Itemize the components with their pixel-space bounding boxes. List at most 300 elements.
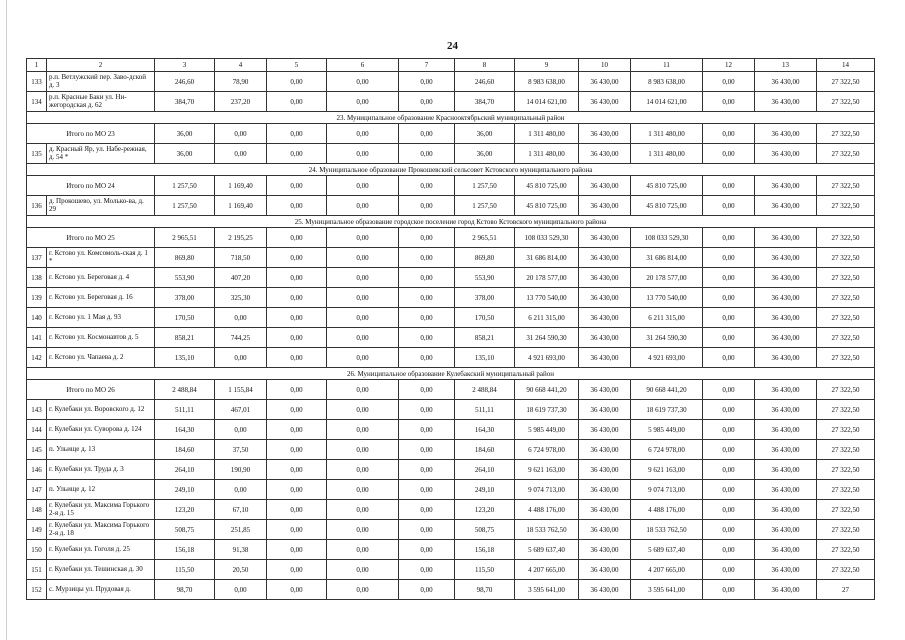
row-number-cell: 148 <box>27 500 47 520</box>
table-cell: 1 311 480,00 <box>631 144 703 164</box>
address-cell: р.п. Ветлужский пер. Заво-дской д. 3 <box>47 72 155 92</box>
table-cell: 36 430,00 <box>579 124 631 144</box>
section-header-row <box>27 368 875 380</box>
table-cell: 0,00 <box>703 348 755 368</box>
table-cell: 0,00 <box>267 440 327 460</box>
table-cell: 0,00 <box>267 420 327 440</box>
table-cell: 467,01 <box>215 400 267 420</box>
table-cell: 511,11 <box>155 400 215 420</box>
column-header: 14 <box>817 59 875 72</box>
address-cell: г. Кстово ул. Космонавтов д. 5 <box>47 328 155 348</box>
subtotal-row <box>27 228 875 248</box>
table-cell: 156,18 <box>155 540 215 560</box>
table-cell: 1 169,40 <box>215 176 267 196</box>
table-cell: 36 430,00 <box>755 228 817 248</box>
table-cell: 0,00 <box>399 72 455 92</box>
table-cell: 36 430,00 <box>755 500 817 520</box>
table-cell: 36,00 <box>455 144 515 164</box>
address-cell: д. Красный Яр, ул. Набе-режная, д. 54 * <box>47 144 155 164</box>
table-cell: 0,00 <box>327 248 399 268</box>
column-header: 6 <box>327 59 399 72</box>
table-cell: 27 322,50 <box>817 480 875 500</box>
table-cell: 1 311 480,00 <box>515 144 579 164</box>
table-cell: 36 430,00 <box>755 580 817 600</box>
table-cell: 36 430,00 <box>579 92 631 112</box>
table-cell: 123,20 <box>455 500 515 520</box>
table-cell: 36 430,00 <box>579 560 631 580</box>
table-cell: 36 430,00 <box>755 92 817 112</box>
subtotal-row <box>27 176 875 196</box>
table-cell: 36 430,00 <box>755 380 817 400</box>
table-cell: 0,00 <box>267 520 327 540</box>
table-cell: 3 595 641,00 <box>631 580 703 600</box>
table-cell: 36 430,00 <box>579 308 631 328</box>
table-cell: 0,00 <box>703 560 755 580</box>
table-cell: 0,00 <box>327 520 399 540</box>
table-cell: 0,00 <box>399 540 455 560</box>
table-cell: 0,00 <box>399 560 455 580</box>
table-row <box>27 420 875 440</box>
table-cell: 0,00 <box>327 380 399 400</box>
table-cell: 45 810 725,00 <box>631 176 703 196</box>
table-cell: 0,00 <box>703 460 755 480</box>
table-cell: 9 074 713,00 <box>515 480 579 500</box>
column-header: 3 <box>155 59 215 72</box>
table-cell: 36 430,00 <box>755 176 817 196</box>
table-cell: 45 810 725,00 <box>515 176 579 196</box>
table-cell: 0,00 <box>267 560 327 580</box>
table-cell: 0,00 <box>399 480 455 500</box>
row-number-cell: 135 <box>27 144 47 164</box>
column-header: 2 <box>47 59 155 72</box>
table-row <box>27 248 875 268</box>
table-cell: 27 322,50 <box>817 308 875 328</box>
table-cell: 0,00 <box>399 500 455 520</box>
table-cell: 1 257,50 <box>455 176 515 196</box>
table-cell: 0,00 <box>327 72 399 92</box>
table-cell: 36 430,00 <box>755 328 817 348</box>
table-cell: 0,00 <box>267 124 327 144</box>
table-cell: 246,60 <box>455 72 515 92</box>
subtotal-label: Итого по МО 25 <box>27 228 155 248</box>
table-cell: 27 322,50 <box>817 560 875 580</box>
table-cell: 27 <box>817 580 875 600</box>
table-cell: 0,00 <box>215 308 267 328</box>
table-cell: 407,20 <box>215 268 267 288</box>
table-cell: 869,80 <box>155 248 215 268</box>
table-cell: 108 033 529,30 <box>515 228 579 248</box>
table-cell: 0,00 <box>703 308 755 328</box>
table-cell: 1 311 480,00 <box>515 124 579 144</box>
table-cell: 0,00 <box>267 480 327 500</box>
table-cell: 0,00 <box>399 460 455 480</box>
address-cell: г. Кстово ул. Комсомоль-ская д. 1 * <box>47 248 155 268</box>
table-cell: 0,00 <box>327 348 399 368</box>
column-header: 11 <box>631 59 703 72</box>
table-cell: 0,00 <box>267 328 327 348</box>
table-cell: 36 430,00 <box>579 460 631 480</box>
column-header: 9 <box>515 59 579 72</box>
table-cell: 0,00 <box>327 124 399 144</box>
table-row <box>27 520 875 540</box>
table-cell: 0,00 <box>327 328 399 348</box>
table-row <box>27 400 875 420</box>
table-cell: 553,90 <box>455 268 515 288</box>
address-cell: г. Кулебаки ул. Максима Горького 2-я д. 15 <box>47 500 155 520</box>
table-cell: 4 488 176,00 <box>631 500 703 520</box>
section-title: 24. Муниципальное образование Прокошевский сельсовет Кстовского муниципального района <box>27 164 875 176</box>
column-header: 7 <box>399 59 455 72</box>
table-cell: 0,00 <box>267 248 327 268</box>
table-cell: 9 621 163,00 <box>631 460 703 480</box>
table-cell: 1 257,50 <box>155 176 215 196</box>
row-number-cell: 138 <box>27 268 47 288</box>
table-cell: 6 211 315,00 <box>631 308 703 328</box>
table-cell: 18 619 737,30 <box>631 400 703 420</box>
table-cell: 98,70 <box>455 580 515 600</box>
table-cell: 164,30 <box>455 420 515 440</box>
row-number-cell: 150 <box>27 540 47 560</box>
table-cell: 0,00 <box>703 500 755 520</box>
table-cell: 1 257,50 <box>455 196 515 216</box>
table-cell: 27 322,50 <box>817 420 875 440</box>
table-cell: 0,00 <box>267 580 327 600</box>
table-cell: 78,90 <box>215 72 267 92</box>
table-cell: 0,00 <box>327 500 399 520</box>
table-cell: 264,10 <box>155 460 215 480</box>
table-cell: 0,00 <box>703 268 755 288</box>
table-row <box>27 580 875 600</box>
table-cell: 36 430,00 <box>755 196 817 216</box>
table-cell: 27 322,50 <box>817 400 875 420</box>
table-row <box>27 288 875 308</box>
table-cell: 67,10 <box>215 500 267 520</box>
table-cell: 0,00 <box>327 540 399 560</box>
table-cell: 5 689 637,40 <box>515 540 579 560</box>
table-cell: 0,00 <box>215 348 267 368</box>
table-cell: 378,00 <box>455 288 515 308</box>
table-cell: 0,00 <box>399 176 455 196</box>
table-cell: 0,00 <box>703 540 755 560</box>
table-cell: 27 322,50 <box>817 380 875 400</box>
subtotal-label: Итого по МО 26 <box>27 380 155 400</box>
table-cell: 0,00 <box>399 420 455 440</box>
address-cell: с. Мурзицы ул. Прудовая д. <box>47 580 155 600</box>
table-cell: 36 430,00 <box>579 288 631 308</box>
table-cell: 0,00 <box>703 72 755 92</box>
table-cell: 0,00 <box>399 520 455 540</box>
table-cell: 0,00 <box>703 196 755 216</box>
table-cell: 2 488,84 <box>155 380 215 400</box>
table-cell: 0,00 <box>327 268 399 288</box>
table-cell: 0,00 <box>703 144 755 164</box>
table-cell: 45 810 725,00 <box>631 196 703 216</box>
table-cell: 36 430,00 <box>579 580 631 600</box>
table-cell: 4 488 176,00 <box>515 500 579 520</box>
table-cell: 0,00 <box>327 460 399 480</box>
address-cell: г. Кстово ул. Чапаева д. 2 <box>47 348 155 368</box>
table-cell: 869,80 <box>455 248 515 268</box>
table-cell: 0,00 <box>399 580 455 600</box>
table-cell: 718,50 <box>215 248 267 268</box>
table-cell: 27 322,50 <box>817 72 875 92</box>
table-cell: 135,10 <box>455 348 515 368</box>
section-header-row <box>27 112 875 124</box>
table-cell: 0,00 <box>327 196 399 216</box>
row-number-cell: 152 <box>27 580 47 600</box>
table-row <box>27 328 875 348</box>
table-cell: 0,00 <box>327 308 399 328</box>
table-cell: 90 668 441,20 <box>631 380 703 400</box>
table-cell: 508,75 <box>155 520 215 540</box>
table-cell: 6 211 315,00 <box>515 308 579 328</box>
table-cell: 0,00 <box>267 228 327 248</box>
table-cell: 553,90 <box>155 268 215 288</box>
table-cell: 4 921 693,00 <box>631 348 703 368</box>
table-cell: 384,70 <box>455 92 515 112</box>
table-cell: 190,90 <box>215 460 267 480</box>
address-cell: г. Кулебаки ул. Суворова д. 124 <box>47 420 155 440</box>
table-cell: 27 322,50 <box>817 328 875 348</box>
table-cell: 27 322,50 <box>817 92 875 112</box>
table-row <box>27 144 875 164</box>
table-cell: 237,20 <box>215 92 267 112</box>
subtotal-label: Итого по МО 23 <box>27 124 155 144</box>
table-cell: 0,00 <box>327 92 399 112</box>
row-number-cell: 145 <box>27 440 47 460</box>
table-row <box>27 72 875 92</box>
table-cell: 0,00 <box>215 480 267 500</box>
row-number-cell: 133 <box>27 72 47 92</box>
table-cell: 0,00 <box>267 144 327 164</box>
section-header-row <box>27 164 875 176</box>
table-cell: 27 322,50 <box>817 500 875 520</box>
table-cell: 27 322,50 <box>817 348 875 368</box>
address-cell: п. Ульище д. 12 <box>47 480 155 500</box>
scan-edge-line <box>6 0 7 640</box>
table-cell: 20 178 577,00 <box>631 268 703 288</box>
table-cell: 0,00 <box>399 196 455 216</box>
table-cell: 0,00 <box>399 248 455 268</box>
table-cell: 36 430,00 <box>755 144 817 164</box>
table-row <box>27 348 875 368</box>
table-cell: 8 983 638,00 <box>631 72 703 92</box>
table-cell: 36 430,00 <box>579 380 631 400</box>
address-cell: г. Кстово ул. Береговая д. 4 <box>47 268 155 288</box>
table-cell: 123,20 <box>155 500 215 520</box>
table-cell: 0,00 <box>267 268 327 288</box>
table-cell: 0,00 <box>215 144 267 164</box>
table-cell: 90 668 441,20 <box>515 380 579 400</box>
table-cell: 164,30 <box>155 420 215 440</box>
table-cell: 36 430,00 <box>579 420 631 440</box>
table-cell: 45 810 725,00 <box>515 196 579 216</box>
table-cell: 27 322,50 <box>817 460 875 480</box>
row-number-cell: 149 <box>27 520 47 540</box>
table-cell: 0,00 <box>399 288 455 308</box>
table-cell: 1 155,84 <box>215 380 267 400</box>
table-cell: 0,00 <box>327 480 399 500</box>
table-cell: 0,00 <box>215 124 267 144</box>
table-cell: 156,18 <box>455 540 515 560</box>
table-cell: 4 207 665,00 <box>515 560 579 580</box>
table-cell: 36,00 <box>155 144 215 164</box>
table-cell: 384,70 <box>155 92 215 112</box>
table-row <box>27 560 875 580</box>
row-number-cell: 146 <box>27 460 47 480</box>
table-cell: 27 322,50 <box>817 540 875 560</box>
housing-program-table <box>26 58 875 600</box>
table-cell: 0,00 <box>327 440 399 460</box>
table-cell: 9 074 713,00 <box>631 480 703 500</box>
table-cell: 6 724 978,00 <box>631 440 703 460</box>
table-cell: 4 207 665,00 <box>631 560 703 580</box>
table-cell: 36 430,00 <box>579 348 631 368</box>
table-cell: 14 014 621,00 <box>515 92 579 112</box>
table-cell: 98,70 <box>155 580 215 600</box>
table-cell: 1 257,50 <box>155 196 215 216</box>
table-cell: 31 686 814,00 <box>631 248 703 268</box>
address-cell: г. Кулебаки ул. Воровского д. 12 <box>47 400 155 420</box>
row-number-cell: 143 <box>27 400 47 420</box>
table-row <box>27 500 875 520</box>
table-cell: 0,00 <box>703 400 755 420</box>
table-cell: 0,00 <box>327 288 399 308</box>
table-cell: 0,00 <box>399 400 455 420</box>
table-cell: 0,00 <box>703 124 755 144</box>
table-cell: 36 430,00 <box>755 248 817 268</box>
table-cell: 36 430,00 <box>755 480 817 500</box>
address-cell: г. Кулебаки ул. Максима Горького 2-я д. 18 <box>47 520 155 540</box>
table-cell: 27 322,50 <box>817 228 875 248</box>
address-cell: п. Ульище д. 13 <box>47 440 155 460</box>
column-header: 13 <box>755 59 817 72</box>
table-cell: 36 430,00 <box>579 144 631 164</box>
table-cell: 0,00 <box>399 328 455 348</box>
table-cell: 744,25 <box>215 328 267 348</box>
table-cell: 0,00 <box>267 92 327 112</box>
table-cell: 3 595 641,00 <box>515 580 579 600</box>
table-cell: 6 724 978,00 <box>515 440 579 460</box>
row-number-cell: 140 <box>27 308 47 328</box>
table-cell: 184,60 <box>155 440 215 460</box>
table-cell: 325,30 <box>215 288 267 308</box>
table-cell: 8 983 638,00 <box>515 72 579 92</box>
table-cell: 511,11 <box>455 400 515 420</box>
table-cell: 5 689 637,40 <box>631 540 703 560</box>
table-cell: 508,75 <box>455 520 515 540</box>
column-number-header <box>27 59 875 72</box>
table-cell: 0,00 <box>267 540 327 560</box>
table-cell: 2 965,51 <box>455 228 515 248</box>
table-cell: 1 311 480,00 <box>631 124 703 144</box>
row-number-cell: 141 <box>27 328 47 348</box>
table-cell: 0,00 <box>327 176 399 196</box>
table-cell: 36 430,00 <box>755 440 817 460</box>
table-cell: 0,00 <box>703 380 755 400</box>
table-cell: 27 322,50 <box>817 196 875 216</box>
table-cell: 36 430,00 <box>755 420 817 440</box>
table-cell: 13 770 540,00 <box>515 288 579 308</box>
table-cell: 36 430,00 <box>755 348 817 368</box>
section-title: 26. Муниципальное образование Кулебакский муниципальный район <box>27 368 875 380</box>
table-cell: 858,21 <box>455 328 515 348</box>
address-cell: г. Кулебаки ул. Гоголя д. 25 <box>47 540 155 560</box>
table-cell: 5 985 449,00 <box>631 420 703 440</box>
table-cell: 135,10 <box>155 348 215 368</box>
table-cell: 27 322,50 <box>817 144 875 164</box>
subtotal-label: Итого по МО 24 <box>27 176 155 196</box>
table-cell: 0,00 <box>399 348 455 368</box>
table-cell: 858,21 <box>155 328 215 348</box>
table-cell: 4 921 693,00 <box>515 348 579 368</box>
table-cell: 0,00 <box>327 144 399 164</box>
table-cell: 27 322,50 <box>817 248 875 268</box>
table-cell: 27 322,50 <box>817 124 875 144</box>
table-cell: 36 430,00 <box>755 400 817 420</box>
table-cell: 0,00 <box>399 144 455 164</box>
table-cell: 36 430,00 <box>755 308 817 328</box>
table-cell: 0,00 <box>215 580 267 600</box>
table-cell: 31 264 590,30 <box>515 328 579 348</box>
table-row <box>27 308 875 328</box>
table-cell: 0,00 <box>267 308 327 328</box>
table-cell: 36 430,00 <box>579 540 631 560</box>
table-cell: 36 430,00 <box>755 520 817 540</box>
table-cell: 13 770 540,00 <box>631 288 703 308</box>
table-cell: 0,00 <box>327 228 399 248</box>
table-row <box>27 540 875 560</box>
table-cell: 0,00 <box>327 420 399 440</box>
table-cell: 0,00 <box>703 580 755 600</box>
table-cell: 9 621 163,00 <box>515 460 579 480</box>
table-cell: 36 430,00 <box>755 460 817 480</box>
table-row <box>27 196 875 216</box>
table-cell: 0,00 <box>703 440 755 460</box>
table-cell: 251,85 <box>215 520 267 540</box>
table-cell: 18 533 762,50 <box>515 520 579 540</box>
column-header: 8 <box>455 59 515 72</box>
subtotal-row <box>27 124 875 144</box>
table-cell: 249,10 <box>155 480 215 500</box>
table-row <box>27 440 875 460</box>
table-body <box>27 72 875 600</box>
table-cell: 0,00 <box>703 176 755 196</box>
table-cell: 5 985 449,00 <box>515 420 579 440</box>
table-cell: 0,00 <box>267 176 327 196</box>
table-cell: 36 430,00 <box>579 72 631 92</box>
table-cell: 0,00 <box>399 380 455 400</box>
table-cell: 0,00 <box>327 580 399 600</box>
table-cell: 0,00 <box>703 288 755 308</box>
table-cell: 246,60 <box>155 72 215 92</box>
column-header: 1 <box>27 59 47 72</box>
table-cell: 36 430,00 <box>579 228 631 248</box>
table-cell: 36 430,00 <box>579 176 631 196</box>
table-cell: 0,00 <box>215 420 267 440</box>
table-cell: 31 264 590,30 <box>631 328 703 348</box>
address-cell: г. Кулебаки ул. Труда д. 3 <box>47 460 155 480</box>
table-cell: 0,00 <box>267 196 327 216</box>
table-cell: 27 322,50 <box>817 268 875 288</box>
table-cell: 36 430,00 <box>579 440 631 460</box>
table-cell: 0,00 <box>703 328 755 348</box>
table-cell: 0,00 <box>267 288 327 308</box>
table-cell: 378,00 <box>155 288 215 308</box>
table-cell: 0,00 <box>399 268 455 288</box>
row-number-cell: 137 <box>27 248 47 268</box>
table-cell: 0,00 <box>327 400 399 420</box>
